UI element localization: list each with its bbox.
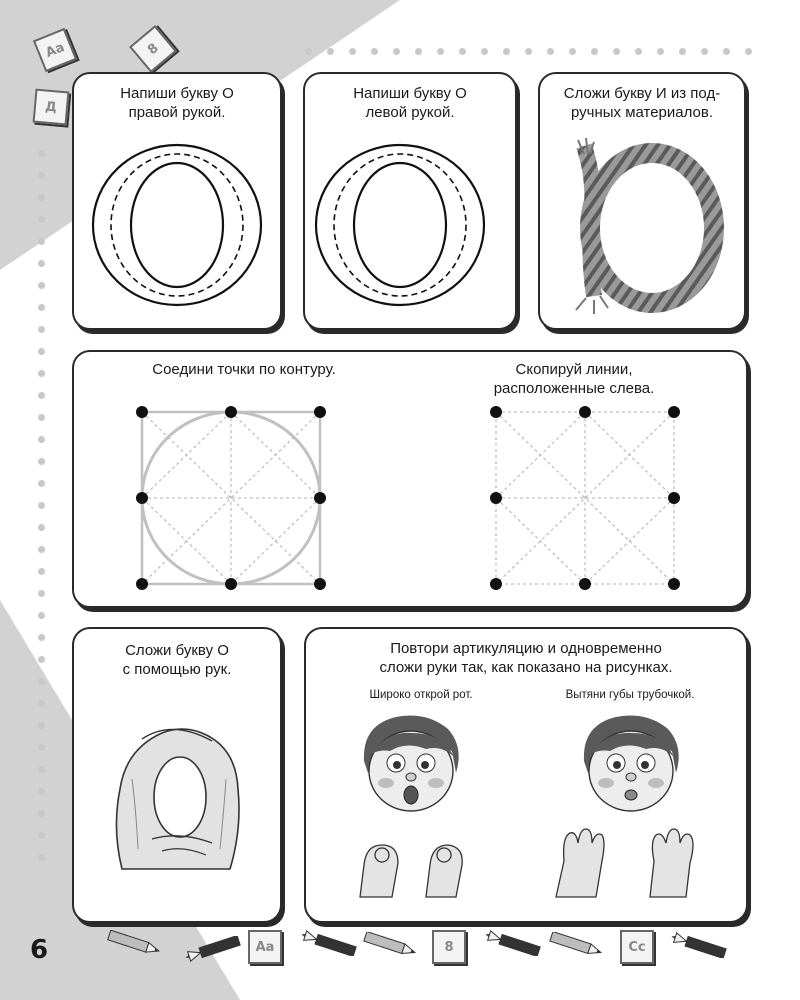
- card-articulation: [304, 627, 748, 923]
- corner-tile-d: Д: [33, 89, 70, 126]
- letter-o-trace-icon: [87, 140, 267, 310]
- corner-tile-8: 8: [129, 25, 177, 73]
- pencil-icon: [546, 932, 610, 958]
- pencil-icon: [104, 930, 164, 956]
- caption-pursed-lips: Вытяни губы трубочкой.: [565, 689, 695, 701]
- dot-grid-with-guide: [130, 402, 330, 592]
- hands-open-image: [546, 821, 706, 901]
- rope-letter-image: [564, 136, 724, 316]
- pencil-icon: [296, 930, 360, 956]
- card-title: Напиши букву О правой рукой.: [120, 85, 234, 121]
- boy-face-pursed-lips-image: [576, 711, 686, 821]
- pencil-icon: [180, 936, 244, 962]
- card-title-right: Скопируй линии, расположенные слева.: [493, 361, 655, 397]
- left-dot-column: [38, 150, 45, 876]
- hands-ring-image: [352, 825, 472, 901]
- card-title: Напиши букву О левой рукой.: [353, 85, 467, 121]
- card-write-right-hand: [72, 72, 282, 330]
- pencil-icon: [480, 930, 544, 956]
- card-connect-dots: [72, 350, 748, 608]
- pencil-icon: [360, 932, 424, 958]
- top-dot-row: [305, 42, 767, 60]
- card-hands-letter: [72, 627, 282, 923]
- page-number: 6: [30, 935, 49, 965]
- card-title-left: Соедини точки по контуру.: [152, 361, 336, 378]
- card-rope-letter: [538, 72, 746, 330]
- pencil-icon: [666, 932, 730, 958]
- footer-tile-8: 8: [432, 930, 466, 964]
- boy-face-open-mouth-image: [356, 711, 466, 821]
- card-write-left-hand: [303, 72, 517, 330]
- dot-grid-empty: [484, 402, 684, 592]
- caption-open-mouth: Широко открой рот.: [369, 689, 473, 701]
- footer-tile-cc: Cc: [620, 930, 654, 964]
- footer-tile-aa: Aa: [248, 930, 282, 964]
- card-title: Повтори артикуляцию и одновременно сложи руки так, как показано на рисунках.: [379, 640, 673, 676]
- hands-letter-image: [102, 719, 252, 879]
- corner-tile-aa: Aa: [33, 28, 77, 72]
- card-title: Сложи букву О с помощью рук.: [122, 642, 232, 678]
- card-title: Сложи букву И из под- ручных материалов.: [563, 85, 721, 121]
- letter-o-trace-icon: [310, 140, 490, 310]
